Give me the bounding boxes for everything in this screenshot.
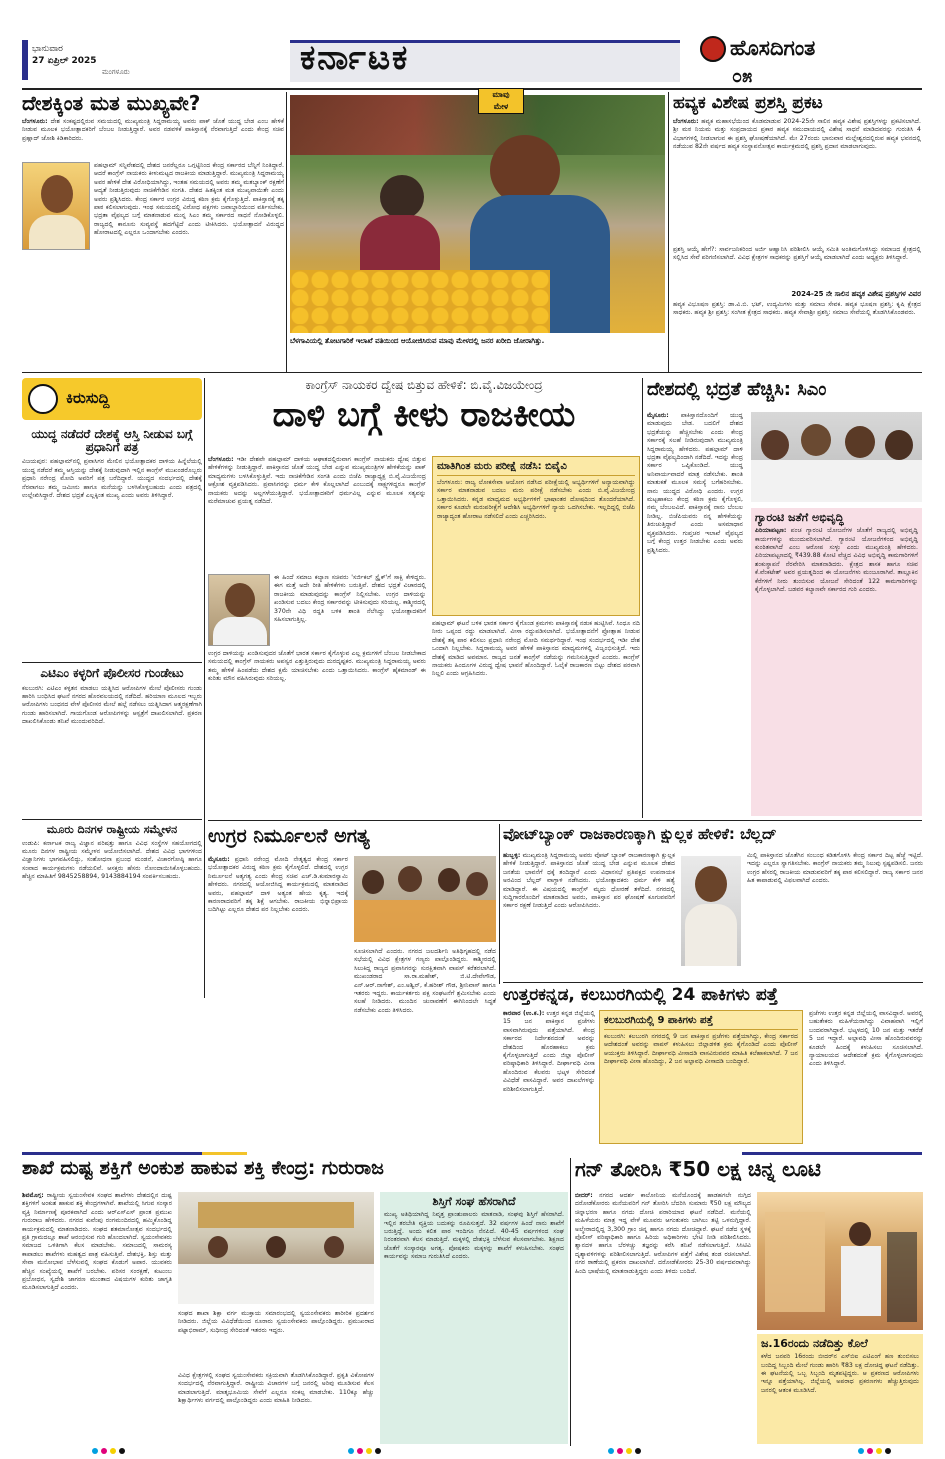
- sidebar-headline: ಮಾತಿಗಿಂತ ಮರು ಪರೀಕ್ಷೆ ನಡೆಸಿ: ಬಿವೈವಿ: [437, 461, 635, 476]
- box-headline: ಕಲಬುರಗಿಯಲ್ಲಿ 9 ಪಾಕಿಗಳು ಪತ್ತೆ: [604, 1015, 798, 1030]
- headline: ದೇಶದಲ್ಲಿ ಭದ್ರತೆ ಹೆಚ್ಚಿಸಿ: ಸಿಎಂ: [647, 379, 827, 400]
- print-registration-marks: [608, 1448, 641, 1454]
- kirusuddi-banner: [22, 378, 202, 420]
- issue-date: 27 ಏಪ್ರಿಲ್ 2025: [32, 56, 97, 66]
- page-number: ೦೫: [732, 66, 753, 87]
- dateline: ಹುಬ್ಬಳ್ಳಿ:: [503, 852, 521, 859]
- masthead-rule: [22, 88, 922, 90]
- rss-event-photo: [178, 1192, 374, 1304]
- section-title: ಕರ್ನಾಟಕ: [300, 38, 410, 78]
- discipline-box: [380, 1192, 568, 1444]
- brief-headline-1: ಯುದ್ಧ ನಡೆದರೆ ದೇಶಕ್ಕೆ ಆಸ್ತಿ ನೀಡುವ ಬಗ್ಗೆ ಪ್ರಧಾನಿಗೆ ಪತ್ರ: [31, 427, 193, 455]
- headline: ದೇಶಕ್ಕಿಂತ ಮತ ಮುಖ್ಯವೇ?: [22, 91, 201, 115]
- lead-col-1: [208, 456, 426, 806]
- masthead-left-bar: [22, 40, 28, 80]
- print-registration-marks: [92, 1448, 125, 1454]
- headline: ಹವ್ಯಕ ವಿಶೇಷ ಪ್ರಶಸ್ತಿ ಪ್ರಕಟ: [673, 93, 823, 113]
- label-line-2: ಮೇಳ: [493, 102, 509, 111]
- row-rule: [503, 982, 923, 983]
- article-cm-security: [647, 380, 922, 820]
- article-body: ಬೆಂಗಳೂರು: ಹವ್ಯಕ ಮಹಾಸಭೆಯಿಂದ ಕೊಡಮಾಡುವ 2024-25ನೇ ಸಾಲಿನ ಹವ್ಯಕ ವಿಶೇಷ ಪ್ರಶಸ್ತಿಗಳನ್ನು ಪ್ರಕಟಿಸಲಾಗಿದೆ. ಶ್ರೀ ಮಠ ನಿಯಮ ಮತ್ತು ಸಂಪ್ರದಾಯದ ಪ್ರಕಾರ ಹವ್ಯಕ ಸಮುದಾಯದಲ್ಲಿ ವಿಶೇಷ ಸಾಧನೆ ಮಾಡಿದವರನ್ನು ಗುರುತಿಸಿ 4 ವಿಭಾಗಗಳಲ್ಲಿ ನೀಡಲಾಗುವ ಈ ಪ್ರಶಸ್ತಿ ಘೋಷಣೆಯಾಗಿದೆ. ಮೇ 27ರಂದು ಭಾನುವಾರ ಮಲ್ಲೇಶ್ವರದಲ್ಲಿರುವ ಹವ್ಯಕ ಭವನದಲ್ಲಿ ನಡೆಯುವ 82ನೇ ವರ್ಷದ ಹವ್ಯಕ ಸಂಸ್ಥಾಪನೋತ್ಸವ ಕಾರ್ಯಕ್ರಮದಲ್ಲಿ ಪ್ರಶಸ್ತಿ ಪ್ರದಾನ ಮಾಡಲಾಗುವುದು.: [673, 117, 921, 150]
- label-line-1: ಮಾವು: [492, 90, 510, 99]
- col-rule: [286, 92, 287, 372]
- dateline: ಮೈಸೂರು:: [647, 412, 669, 419]
- article-body: ಹುಬ್ಬಳ್ಳಿ: ಮುಖ್ಯಮಂತ್ರಿ ಸಿದ್ದರಾಮಯ್ಯ ಅವರು ವೋಟ್ ಬ್ಯಾಂಕ್ ರಾಜಕಾರಣಕ್ಕಾಗಿ ಕ್ಷುಲ್ಲಕ ಹೇಳಿಕೆ ನೀಡುತ್ತಿದ್ದಾರೆ. ಪಾಕಿಸ್ತಾನದ ಜೊತೆ ಯುದ್ಧ ಬೇಡ ಎನ್ನುವ ಮೂಲಕ ದೇಶದ ಜನತೆಯ ಭಾವನೆಗೆ ಧಕ್ಕೆ ತಂದಿದ್ದಾರೆ ಎಂದು ವಿಧಾನಸಭೆ ಪ್ರತಿಪಕ್ಷದ ಉಪನಾಯಕ ಅರವಿಂದ ಬೆಲ್ಲದ್ ವಾಗ್ದಾಳಿ ನಡೆಸಿದರು. ಭಯೋತ್ಪಾದಕರು ಧರ್ಮ ಕೇಳಿ ಹತ್ಯೆ ಮಾಡಿದ್ದಾರೆ. ಈ ವಿಷಯದಲ್ಲಿ ಕಾಂಗ್ರೆಸ್ ಮೃದು ಧೋರಣೆ ತಳೆದಿದೆ. ನಗರದಲ್ಲಿ ಸುದ್ದಿಗಾರರೊಂದಿಗೆ ಮಾತನಾಡಿದ ಅವರು, ಪಾಕಿಸ್ತಾನ ಪರ ಘೋಷಣೆ ಕೂಗುವವರಿಗೆ ಸರ್ಕಾರ ರಕ್ಷಣೆ ನೀಡುತ್ತಿದೆ ಎಂದು ಆರೋಪಿಸಿದರು.: [503, 852, 675, 910]
- box-headline: ಶಿಸ್ತಿಗೆ ಸಂಘ ಹೆಸರಾಗಿದೆ: [432, 1195, 516, 1208]
- kalaburagi-box: [599, 1010, 803, 1144]
- portrait-photo: [22, 162, 90, 250]
- dateline: ಶಿವಮೊಗ್ಗ:: [22, 1192, 44, 1199]
- article-eradicate-terror: [208, 826, 496, 1144]
- row-rule: [22, 372, 922, 373]
- article-votebank-bellad: [503, 826, 923, 976]
- brand-name: ಹೊಸದಿಗಂತ: [730, 36, 816, 60]
- dateline: ಬೆಂಗಳೂರು:: [673, 117, 699, 125]
- bellad-photo: [681, 856, 741, 966]
- article-vote-vs-nation: [22, 92, 284, 369]
- article-body: ಮೈಸೂರು: ಪಾಕಿಸ್ತಾನದೊಂದಿಗೆ ಯುದ್ಧ ಮಾಡುವುದು ಬೇಡ. ಬದಲಿಗೆ ದೇಶದ ಭದ್ರತೆಯನ್ನು ಹೆಚ್ಚಿಸಬೇಕು ಎಂದು ಕೇಂದ್ರ ಸರ್ಕಾರಕ್ಕೆ ಸಲಹೆ ನೀಡಿರುವುದಾಗಿ ಮುಖ್ಯಮಂತ್ರಿ ಸಿದ್ದರಾಮಯ್ಯ ಹೇಳಿದರು. ಪಹಲ್ಗಾಮ್ ದಾಳಿ ಭದ್ರತಾ ವೈಫಲ್ಯದಿಂದಾಗಿ ನಡೆದಿದೆ. ಇದನ್ನು ಕೇಂದ್ರ ಸರ್ಕಾರ ಒಪ್ಪಿಕೊಂಡಿದೆ. ಯುದ್ಧ ಅನಿವಾರ್ಯವಾದರೆ ಮಾತ್ರ ನಡೆಸಬೇಕು. ಶಾಂತಿ ಮಾತುಕತೆ ಮೂಲಕ ಸಮಸ್ಯೆ ಬಗೆಹರಿಸಬೇಕು. ನಾನು ಯುದ್ಧದ ವಿರೋಧಿ ಎಂದರು. ಉಗ್ರರ ಮಟ್ಟಹಾಕಲು ಕೇಂದ್ರ ಕಠಿಣ ಕ್ರಮ ಕೈಗೊಳ್ಳಲಿ, ನಮ್ಮ ಬೆಂಬಲವಿದೆ. ಪಾಕಿಸ್ತಾನಕ್ಕೆ ನಾನು ಬೆಂಬಲ ನೀಡಿಲ್ಲ. ಬಿಜೆಪಿಯವರು ನನ್ನ ಹೇಳಿಕೆಯನ್ನು ತಿರುಚುತ್ತಿದ್ದಾರೆ ಎಂದು ಅಸಮಾಧಾನ ವ್ಯಕ್ತಪಡಿಸಿದರು. ಗುಪ್ತಚರ ಇಲಾಖೆ ವೈಫಲ್ಯದ ಬಗ್ಗೆ ಕೇಂದ್ರ ಉತ್ತರ ನೀಡಬೇಕು ಎಂದು ಅವರು ಪ್ರಶ್ನಿಸಿದರು.: [647, 412, 743, 554]
- print-registration-marks: [348, 1448, 381, 1454]
- article-rss-shakhe: [22, 1158, 568, 1448]
- dateline: ಪಿರಿಯಾಪಟ್ಟಣ:: [755, 527, 787, 535]
- photo-caption: ಬೆಳಗಾವಿಯಲ್ಲಿ ತೋಟಗಾರಿಕೆ ಇಲಾಖೆ ವತಿಯಿಂದ ಆಯೋಜಿಸಿರುವ ಮಾವು ಮೇಳದಲ್ಲಿ ಜನರ ಖರೀದಿ ಜೋರಾಗಿತ್ತು.: [290, 337, 545, 345]
- brief-headline-2: ಎಟಿಎಂ ಕಳ್ಳರಿಗೆ ಪೊಲೀಸರ ಗುಂಡೇಟು: [22, 662, 202, 680]
- article-body-3: ವಿವಿಧ ಕ್ಷೇತ್ರಗಳಲ್ಲಿ ಸಂಘದ ಸ್ವಯಂಸೇವಕರು ಸಕ್ರಿಯವಾಗಿ ತೊಡಗಿಸಿಕೊಂಡಿದ್ದಾರೆ. ಪ್ರಕೃತಿ ವಿಕೋಪಗಳ ಸಂದರ್ಭದಲ್ಲಿ ನೆರವಾಗುತ್ತಿದ್ದಾರೆ. ರಾಷ್ಟ್ರೀಯ ವಿಚಾರಗಳ ಬಗ್ಗೆ ಜನರಲ್ಲಿ ಅರಿವು ಮೂಡಿಸುವ ಕೆಲಸ ಮಾಡಲಾಗುತ್ತಿದೆ. ಮಾತೃಭೂಮಿಯ ಸೇವೆಗೆ ಎಲ್ಲರೂ ಸಂಕಲ್ಪ ಮಾಡಬೇಕು. 110ಕ್ಕೂ ಹೆಚ್ಚು ಶಿಕ್ಷಾರ್ಥಿಗಳು ವರ್ಗದಲ್ಲಿ ಪಾಲ್ಗೊಂಡಿದ್ದರು ಎಂದು ಮಾಹಿತಿ ನೀಡಿದರು.: [178, 1372, 374, 1405]
- article-body-2: ಮಿಲ್ಲಿ ಪಾಕಿಸ್ತಾನದ ಜೊತೆಗಿನ ಸಂಬಂಧ ಕಡಿತಗೊಳಿಸಿ ಕೇಂದ್ರ ಸರ್ಕಾರ ದಿಟ್ಟ ಹೆಜ್ಜೆ ಇಟ್ಟಿದೆ. ಇದನ್ನು ಎಲ್ಲರೂ ಸ್ವಾಗತಿಸಬೇಕು. ಕಾಂಗ್ರೆಸ್ ನಾಯಕರು ತಮ್ಮ ನಿಲುವು ಸ್ಪಷ್ಟಪಡಿಸಲಿ. ಜನರು ಉಗ್ರರ ಹೆಸರಲ್ಲಿ ರಾಜಕೀಯ ಮಾಡುವವರಿಗೆ ತಕ್ಕ ಪಾಠ ಕಲಿಸಲಿದ್ದಾರೆ. ರಾಜ್ಯ ಸರ್ಕಾರ ಜನರ ಹಿತ ಕಾಪಾಡುವಲ್ಲಿ ವಿಫಲವಾಗಿದೆ ಎಂದರು.: [747, 852, 923, 885]
- masthead: [0, 0, 945, 88]
- dateline: ಮೈಸೂರು:: [208, 856, 230, 863]
- box-body: ಮುಖ್ಯ ಅತಿಥಿಯಾಗಿದ್ದ ನಿವೃತ್ತ ಪ್ರಾಂಶುಪಾಲರು ಮಾತನಾಡಿ, ಸಂಘವು ಶಿಸ್ತಿಗೆ ಹೆಸರಾಗಿದೆ. ಇಲ್ಲಿನ ತರಬೇತಿ ವ್ಯಕ್ತಿಯ ಬದುಕನ್ನು ರೂಪಿಸುತ್ತದೆ. 32 ವರ್ಷಗಳ ಹಿಂದೆ ನಾನು ಶಾಖೆಗೆ ಬರುತ್ತಿದ್ದೆ. ಅಂದು ಕಲಿತ ಪಾಠ ಇಂದಿಗೂ ನೆನಪಿದೆ. 40-45 ವರ್ಷಗಳಿಂದ ಸಂಘ ನಿರಂತರವಾಗಿ ಕೆಲಸ ಮಾಡುತ್ತಿದೆ. ಮಕ್ಕಳಲ್ಲಿ ದೇಶಭಕ್ತಿ ಬೆಳೆಸುವ ಕೆಲಸವಾಗಬೇಕು. ಶಿಕ್ಷಣದ ಜೊತೆಗೆ ಸಂಸ್ಕಾರವೂ ಅಗತ್ಯ. ಪೋಷಕರು ಮಕ್ಕಳನ್ನು ಶಾಖೆಗೆ ಕಳುಹಿಸಬೇಕು. ಸಂಘದ ಕಾರ್ಯವನ್ನು ಸಮಾಜ ಗುರುತಿಸಿದೆ ಎಂದರು.: [384, 1211, 564, 1261]
- article-body: ಬೀದರ್: ನಗರದ ಆದರ್ಶ ಕಾಲೋನಿಯ ಮನೆಯೊಂದಕ್ಕೆ ಹಾಡಹಗಲೇ ನುಗ್ಗಿದ ದರೋಡೆಕೋರರು ಮನೆಯವರಿಗೆ ಗನ್ ತೋರಿಸಿ ಬೆದರಿಸಿ ಸುಮಾರು ₹50 ಲಕ್ಷ ಮೌಲ್ಯದ ಚಿನ್ನಾಭರಣ ಹಾಗೂ ನಗದು ದೋಚಿ ಪರಾರಿಯಾದ ಘಟನೆ ನಡೆದಿದೆ. ಮನೆಯಲ್ಲಿ ಮಹಿಳೆಯರು ಮಾತ್ರ ಇದ್ದ ವೇಳೆ ಮೂವರು ಆಗಂತುಕರು ಬಾಗಿಲು ತಟ್ಟಿ ಒಳನುಗ್ಗಿದ್ದಾರೆ. ಅಲ್ಮೇರಾದಲ್ಲಿದ್ದ 3,300 ಗ್ರಾಂ ಚಿನ್ನ ಹಾಗೂ ನಗದು ದೋಚಿದ್ದಾರೆ. ಘಟನೆ ನಡೆದ ಸ್ಥಳಕ್ಕೆ ಪೊಲೀಸ್ ವರಿಷ್ಠಾಧಿಕಾರಿ ಹಾಗೂ ಹಿರಿಯ ಅಧಿಕಾರಿಗಳು ಭೇಟಿ ನೀಡಿ ಪರಿಶೀಲಿಸಿದರು. ಶ್ವಾನದಳ ಹಾಗೂ ಬೆರಳಚ್ಚು ತಜ್ಞರನ್ನು ಕರೆಸಿ ತನಿಖೆ ನಡೆಸಲಾಗುತ್ತಿದೆ. ಸಿಸಿಟಿವಿ ದೃಶ್ಯಾವಳಿಗಳನ್ನು ಪರಿಶೀಲಿಸಲಾಗುತ್ತಿದೆ. ಆರೋಪಿಗಳ ಪತ್ತೆಗೆ ವಿಶೇಷ ತಂಡ ರಚಿಸಲಾಗಿದೆ. ನಗರ ಠಾಣೆಯಲ್ಲಿ ಪ್ರಕರಣ ದಾಖಲಾಗಿದೆ. ದರೋಡೆಕೋರರು 25-30 ವರ್ಷದವರಾಗಿದ್ದು ಹಿಂದಿ ಭಾಷೆಯಲ್ಲಿ ಮಾತನಾಡುತ್ತಿದ್ದರು ಎಂದು ತಿಳಿದು ಬಂದಿದೆ.: [575, 1192, 751, 1275]
- box-headline: ಜ.16ರಂದು ನಡೆದಿತ್ತು ಕೊಲೆ: [761, 1337, 868, 1350]
- subheading: 2024-25 ನೇ ಸಾಲಿನ ಹವ್ಯಕ ವಿಶೇಷ ಪ್ರಶಸ್ತಿಗಳ ವಿವರ: [791, 289, 921, 298]
- headline: ಉತ್ತರಕನ್ನಡ, ಕಲಬುರಗಿಯಲ್ಲಿ 24 ಪಾಕಿಗಳು ಪತ್ತೆ: [503, 985, 778, 1005]
- sidebar-box: [432, 456, 640, 616]
- article-body: ಮೈಸೂರು: ಪ್ರಧಾನಿ ನರೇಂದ್ರ ಮೋದಿ ನೇತೃತ್ವದ ಕೇಂದ್ರ ಸರ್ಕಾರ ಭಯೋತ್ಪಾದಕರ ವಿರುದ್ಧ ಕಠಿಣ ಕ್ರಮ ಕೈಗೊಳ್ಳಲಿದೆ. ದೇಶದಲ್ಲಿ ಉಗ್ರರ ನಿರ್ಮೂಲನೆ ಅತ್ಯಗತ್ಯ ಎಂದು ಕೇಂದ್ರ ಸಚಿವ ಎಚ್.ಡಿ.ಕುಮಾರಸ್ವಾಮಿ ಹೇಳಿದರು. ನಗರದಲ್ಲಿ ಆಯೋಜಿಸಿದ್ದ ಕಾರ್ಯಕ್ರಮದಲ್ಲಿ ಮಾತನಾಡಿದ ಅವರು, ಪಹಲ್ಗಾಮ್ ದಾಳಿ ಅತ್ಯಂತ ಹೇಯ ಕೃತ್ಯ. ಇದಕ್ಕೆ ಕಾರಣರಾದವರಿಗೆ ತಕ್ಕ ಶಿಕ್ಷೆ ಆಗಬೇಕು. ರಾಜಕೀಯ ಭಿನ್ನಾಭಿಪ್ರಾಯ ಬದಿಗಿಟ್ಟು ಎಲ್ಲರೂ ದೇಶದ ಪರ ನಿಲ್ಲಬೇಕು ಎಂದರು.: [208, 856, 348, 914]
- article-body: ಶಿವಮೊಗ್ಗ: ರಾಷ್ಟ್ರೀಯ ಸ್ವಯಂಸೇವಕ ಸಂಘದ ಶಾಖೆಗಳು ದೇಶದಲ್ಲಿನ ದುಷ್ಟ ಶಕ್ತಿಗಳಿಗೆ ಅಂಕುಶ ಹಾಕುವ ಶಕ್ತಿ ಕೇಂದ್ರಗಳಾಗಿವೆ. ಶಾಖೆಯಲ್ಲಿ ಸಿಗುವ ಸಂಸ್ಕಾರ ವ್ಯಕ್ತಿ ನಿರ್ಮಾಣಕ್ಕೆ ಪೂರಕವಾಗಿದೆ ಎಂದು ಆರ್‌ಎಸ್‌ಎಸ್ ಪ್ರಾಂತ ಪ್ರಮುಖ ಗುರುರಾಜ ಹೇಳಿದರು. ನಗರದ ಕುವೆಂಪು ರಂಗಮಂದಿರದಲ್ಲಿ ಹಮ್ಮಿಕೊಂಡಿದ್ದ ಕಾರ್ಯಕ್ರಮದಲ್ಲಿ ಮಾತನಾಡಿದರು. ಸಂಘದ ಶತಮಾನೋತ್ಸವ ಸಂದರ್ಭದಲ್ಲಿ ಪ್ರತಿ ಗ್ರಾಮದಲ್ಲೂ ಶಾಖೆ ಆರಂಭಿಸುವ ಗುರಿ ಹೊಂದಲಾಗಿದೆ. ಸ್ವಯಂಸೇವಕರು ಸಮಾಜದ ಒಳಿತಿಗಾಗಿ ಕೆಲಸ ಮಾಡಬೇಕು. ಸಮಾಜದಲ್ಲಿ ಸಾಮರಸ್ಯ ಕಾಪಾಡಲು ಶಾಖೆಗಳು ಮಹತ್ವದ ಪಾತ್ರ ವಹಿಸುತ್ತಿವೆ. ದೇಶಭಕ್ತಿ, ಶಿಸ್ತು ಮತ್ತು ಸೇವಾ ಮನೋಭಾವ ಬೆಳೆಸುವಲ್ಲಿ ಸಂಘದ ಕೊಡುಗೆ ಅಪಾರ. ಯುವಕರು ಹೆಚ್ಚಿನ ಸಂಖ್ಯೆಯಲ್ಲಿ ಶಾಖೆಗೆ ಬರಬೇಕು. ಪರಿಸರ ಸಂರಕ್ಷಣೆ, ಕುಟುಂಬ ಪ್ರಬೋಧನ, ಸ್ವದೇಶಿ ಜಾಗರಣ ಮುಂತಾದ ವಿಷಯಗಳ ಕುರಿತು ಜಾಗೃತಿ ಮೂಡಿಸಲಾಗುತ್ತಿದೆ ಎಂದರು.: [22, 1192, 172, 1292]
- col-rule: [570, 1158, 571, 1446]
- col-rule: [499, 824, 500, 984]
- issue-day: ಭಾನುವಾರ: [32, 44, 63, 54]
- article-body: ಕಾರವಾರ (ಉ.ಕ.): ಉತ್ತರ ಕನ್ನಡ ಜಿಲ್ಲೆಯಲ್ಲಿ 15 ಜನ ಪಾಕಿಸ್ತಾನ ಪ್ರಜೆಗಳು ವಾಸವಾಗಿರುವುದು ಪತ್ತೆಯಾಗಿದೆ. ಕೇಂದ್ರ ಸರ್ಕಾರದ ನಿರ್ದೇಶನದಂತೆ ಅವರನ್ನು ದೇಶದಿಂದ ಹೊರಹಾಕಲು ಕ್ರಮ ಕೈಗೊಳ್ಳಲಾಗುತ್ತಿದೆ ಎಂದು ಜಿಲ್ಲಾ ಪೊಲೀಸ್ ವರಿಷ್ಠಾಧಿಕಾರಿ ತಿಳಿಸಿದ್ದಾರೆ. ದೀರ್ಘಾವಧಿ ವೀಸಾ ಹೊಂದಿರುವ ಕೆಲವರು ಭಟ್ಕಳ ಸೇರಿದಂತೆ ವಿವಿಧೆಡೆ ವಾಸವಿದ್ದಾರೆ. ಅವರ ದಾಖಲೆಗಳನ್ನು ಪರಿಶೀಲಿಸಲಾಗುತ್ತಿದೆ.: [503, 1010, 595, 1093]
- brief-body-3: ಉಡುಪಿ: ಕರ್ನಾಟಕ ರಾಜ್ಯ ವಿಜ್ಞಾನ ಪರಿಷತ್ತು ಹಾಗೂ ವಿವಿಧ ಸಂಸ್ಥೆಗಳ ಸಹಯೋಗದಲ್ಲಿ ಮೂರು ದಿನಗಳ ರಾಷ್ಟ್ರೀಯ ಸಮ್ಮೇಳನ ಆಯೋಜಿಸಲಾಗಿದೆ. ದೇಶದ ವಿವಿಧ ಭಾಗಗಳಿಂದ ವಿಜ್ಞಾನಿಗಳು ಭಾಗವಹಿಸಲಿದ್ದು, ಸಂಶೋಧನಾ ಪ್ರಬಂಧ ಮಂಡನೆ, ವಿಚಾರಗೋಷ್ಠಿ ಹಾಗೂ ಸಂವಾದ ಕಾರ್ಯಕ್ರಮಗಳು ನಡೆಯಲಿವೆ. ಆಸಕ್ತರು ಹೆಸರು ನೋಂದಾಯಿಸಿಕೊಳ್ಳಬಹುದು. ಹೆಚ್ಚಿನ ಮಾಹಿತಿಗೆ 9845258894, 9143884194 ಸಂಪರ್ಕಿಸಬಹುದು.: [22, 839, 202, 881]
- brand-logo-icon: [700, 36, 726, 62]
- kirusuddi-title: ಕಿರುಸುದ್ದಿ: [66, 389, 110, 407]
- cm-group-photo: [751, 412, 922, 502]
- box-body: ಕಲಬುರಗಿ: ಕಲಬುರಗಿ ನಗರದಲ್ಲಿ 9 ಜನ ಪಾಕಿಸ್ತಾನ ಪ್ರಜೆಗಳು ಪತ್ತೆಯಾಗಿದ್ದು, ಕೇಂದ್ರ ಸರ್ಕಾರದ ಆದೇಶದಂತೆ ಅವರನ್ನು ವಾಪಸ್ ಕಳುಹಿಸಲು ಜಿಲ್ಲಾಡಳಿತ ಕ್ರಮ ಕೈಗೊಂಡಿದೆ ಎಂದು ಪೊಲೀಸ್ ಆಯುಕ್ತರು ತಿಳಿಸಿದ್ದಾರೆ. ದೀರ್ಘಾವಧಿ ವೀಸಾದಡಿ ವಾಸವಿರುವವರ ಮಾಹಿತಿ ಕಲೆಹಾಕಲಾಗಿದೆ. 7 ಜನ ದೀರ್ಘಾವಧಿ ವೀಸಾ ಹೊಂದಿದ್ದು, 2 ಜನ ಅಲ್ಪಾವಧಿ ವೀಸಾದಡಿ ಬಂದಿದ್ದಾರೆ.: [604, 1033, 798, 1066]
- col-rule: [204, 378, 205, 998]
- lead-body-low: ಉಗ್ರರ ದಾಳಿಯನ್ನು ಖಂಡಿಸುವುದರ ಜೊತೆಗೆ ಭಾರತ ಸರ್ಕಾರ ಕೈಗೊಳ್ಳುವ ಎಲ್ಲ ಕ್ರಮಗಳಿಗೆ ಬೆಂಬಲ ನೀಡಬೇಕಾದ ಸಮಯದಲ್ಲಿ ಕಾಂಗ್ರೆಸ್ ನಾಯಕರು ಅಪಸ್ವರ ಎತ್ತುತ್ತಿರುವುದು ದುರದೃಷ್ಟಕರ. ಮುಖ್ಯಮಂತ್ರಿ ಸಿದ್ದರಾಮಯ್ಯ ಅವರು ತಮ್ಮ ಹೇಳಿಕೆ ಹಿಂಪಡೆದು ದೇಶದ ಕ್ಷಮೆ ಯಾಚಿಸಬೇಕು ಎಂದು ಒತ್ತಾಯಿಸಿದರು. ಕಾಂಗ್ರೆಸ್ ಹೈಕಮಾಂಡ್ ಈ ಕುರಿತು ಮೌನ ವಹಿಸಿರುವುದು ಸರಿಯಲ್ಲ.: [208, 650, 426, 683]
- col-rule: [642, 378, 643, 818]
- article-body-2: ಸೂಚಿಸಲಾಗಿದೆ ಎಂದರು. ನಗರದ ಜಲದರ್ಶಿನಿ ಅತಿಥಿಗೃಹದಲ್ಲಿ ನಡೆದ ಸಭೆಯಲ್ಲಿ ವಿವಿಧ ಕ್ಷೇತ್ರಗಳ ಗಣ್ಯರು ಪಾಲ್ಗೊಂಡಿದ್ದರು. ಕಾಶ್ಮೀರದಲ್ಲಿ ಸಿಲುಕಿದ್ದ ರಾಜ್ಯದ ಪ್ರವಾಸಿಗರನ್ನು ಸುರಕ್ಷಿತವಾಗಿ ವಾಪಸ್ ಕರೆತರಲಾಗಿದೆ. ಮುಖಂಡರಾದ ಸಾ.ರಾ.ಮಹೇಶ್, ಜಿ.ಟಿ.ದೇವೇಗೌಡ, ಎನ್.ಆರ್.ನಾಗೇಶ್, ಎಂ.ಅಶ್ವಿನ್, ಕೆ.ಹರೀಶ್ ಗೌಡ, ಶ್ರೀನಿವಾಸ್ ಹಾಗೂ ಇತರರು ಇದ್ದರು. ಕಾರ್ಯಕರ್ತರು ಪಕ್ಷ ಸಂಘಟನೆಗೆ ಶ್ರಮಿಸಬೇಕು ಎಂದು ಸಲಹೆ ನೀಡಿದರು. ಮುಂದಿನ ಚುನಾವಣೆಗೆ ಈಗಿನಿಂದಲೇ ಸಿದ್ಧತೆ ನಡೆಸಬೇಕು ಎಂದು ತಿಳಿಸಿದರು.: [354, 948, 496, 1014]
- box-body: ಕಳೆದ ಜನವರಿ 16ರಂದು ಬೀದರ್‌ನ ಎಸ್‌ಬಿಐ ಎಟಿಎಂಗೆ ಹಣ ತುಂಬಿಸಲು ಬಂದಿದ್ದ ಸಿಬ್ಬಂದಿ ಮೇಲೆ ಗುಂಡು ಹಾರಿಸಿ ₹83 ಲಕ್ಷ ದೋಚಿದ್ದ ಘಟನೆ ನಡೆದಿತ್ತು. ಈ ಘಟನೆಯಲ್ಲಿ ಒಬ್ಬ ಸಿಬ್ಬಂದಿ ಮೃತಪಟ್ಟಿದ್ದರು. ಆ ಪ್ರಕರಣದ ಆರೋಪಿಗಳು ಇನ್ನೂ ಪತ್ತೆಯಾಗಿಲ್ಲ. ಜಿಲ್ಲೆಯಲ್ಲಿ ಅಪರಾಧ ಪ್ರಕರಣಗಳು ಹೆಚ್ಚುತ್ತಿರುವುದು ಜನರಲ್ಲಿ ಆತಂಕ ಮೂಡಿಸಿದೆ.: [761, 1353, 919, 1394]
- kicker: ಕಾಂಗ್ರೆಸ್ ನಾಯಕರ ದ್ವೇಷ ಬಿತ್ತುವ ಹೇಳಿಕೆ: ಬಿ.ವೈ.ವಿಜಯೇಂದ್ರ: [305, 378, 543, 392]
- brief-body-1: ವಿಜಯಪುರ: ಪಹಲ್ಗಾಮ್‌ನಲ್ಲಿ ಪ್ರವಾಸಿಗರ ಮೇಲಿನ ಭಯೋತ್ಪಾದಕರ ದಾಳಿಯ ಹಿನ್ನೆಲೆಯಲ್ಲಿ ಯುದ್ಧ ನಡೆದರೆ ತಮ್ಮ ಆಸ್ತಿಯನ್ನು ದೇಶಕ್ಕೆ ನೀಡುವುದಾಗಿ ಇಲ್ಲಿನ ಕಾಂಗ್ರೆಸ್ ಮುಖಂಡರೊಬ್ಬರು ಪ್ರಧಾನಿ ನರೇಂದ್ರ ಮೋದಿ ಅವರಿಗೆ ಪತ್ರ ಬರೆದಿದ್ದಾರೆ. ಯುದ್ಧದ ಸಂದರ್ಭದಲ್ಲಿ ದೇಶಕ್ಕೆ ನೆರವಾಗಲು ತಮ್ಮ ಜಮೀನು ಹಾಗೂ ಮನೆಯನ್ನು ಬಳಸಿಕೊಳ್ಳಬಹುದು ಎಂದು ಪತ್ರದಲ್ಲಿ ಉಲ್ಲೇಖಿಸಿದ್ದಾರೆ. ದೇಶದ ಭದ್ರತೆ ಎಲ್ಲಕ್ಕಿಂತ ಮುಖ್ಯ ಎಂದು ಅವರು ತಿಳಿಸಿದ್ದಾರೆ.: [22, 458, 202, 499]
- dateline: ಬೆಂಗಳೂರು:: [208, 456, 234, 463]
- sub-headline: ಗ್ಯಾರಂಟಿ ಜತೆಗೆ ಅಭಿವೃದ್ಧಿ: [755, 511, 844, 524]
- lead-body-top: ಬೆಂಗಳೂರು: ಇಡೀ ದೇಶವೇ ಪಹಲ್ಗಾಮ್ ದಾಳಿಯ ಆಘಾತದಲ್ಲಿರುವಾಗ ಕಾಂಗ್ರೆಸ್ ನಾಯಕರು ದ್ವೇಷ ಬಿತ್ತುವ ಹೇಳಿಕೆಗಳನ್ನು ನೀಡುತ್ತಿದ್ದಾರೆ. ಪಾಕಿಸ್ತಾನದ ಜೊತೆ ಯುದ್ಧ ಬೇಡ ಎನ್ನುವ ಮುಖ್ಯಮಂತ್ರಿಗಳ ಹೇಳಿಕೆಯನ್ನು ಪಾಕ್ ಮಾಧ್ಯಮಗಳು ಬಳಸಿಕೊಳ್ಳುತ್ತಿವೆ. ಇದು ನಾಚಿಕೆಗೇಡಿನ ಸಂಗತಿ ಎಂದು ಬಿಜೆಪಿ ರಾಜ್ಯಾಧ್ಯಕ್ಷ ಬಿ.ವೈ.ವಿಜಯೇಂದ್ರ ಆಕ್ರೋಶ ವ್ಯಕ್ತಪಡಿಸಿದರು. ಪ್ರವಾಸಿಗರನ್ನು ಧರ್ಮ ಕೇಳಿ ಕೊಲ್ಲಲಾಗಿದೆ ಎಂಬುದಕ್ಕೆ ಸಾಕ್ಷ್ಯಗಳಿದ್ದರೂ ಕಾಂಗ್ರೆಸ್ ನಾಯಕರು ಅದನ್ನು ಅಲ್ಲಗಳೆಯುತ್ತಿದ್ದಾರೆ. ಭಯೋತ್ಪಾದಕರಿಗೆ ಧರ್ಮವಿಲ್ಲ ಎನ್ನುವ ಮೂಲಕ ಸತ್ಯವನ್ನು ಮರೆಮಾಚುವ ಪ್ರಯತ್ನ ನಡೆದಿದೆ.: [208, 456, 426, 506]
- headline: ಉಗ್ರರ ನಿರ್ಮೂಲನೆ ಅಗತ್ಯ: [208, 825, 370, 847]
- lead-story: [208, 378, 640, 818]
- lead-paragraph: ದೇಶ ಸಂಕಷ್ಟದಲ್ಲಿರುವ ಸಮಯದಲ್ಲಿ ಮುಖ್ಯಮಂತ್ರಿ ಸಿದ್ದರಾಮಯ್ಯ ಅವರು ಪಾಕ್ ಜೊತೆ ಯುದ್ಧ ಬೇಡ ಎಂಬ ಹೇಳಿಕೆ ನೀಡುವ ಮೂಲಕ ಭಯೋತ್ಪಾದಕರಿಗೆ ಬೆಂಬಲ ನೀಡುತ್ತಿದ್ದಾರೆ. ಅವರ ನಡವಳಿಕೆ ಪಾಕಿಸ್ತಾನಕ್ಕೆ ನೆರವಾಗುತ್ತಿದೆ ಎಂದು ಕೇಂದ್ರ ಸಚಿವ ಪ್ರಹ್ಲಾದ್ ಜೋಶಿ ಕಿಡಿಕಾರಿದರು.: [22, 118, 284, 142]
- meeting-photo: [354, 856, 496, 942]
- article-body-side: ಪಹಲ್ಗಾಮ್ ಸನ್ನಿವೇಶದಲ್ಲಿ ದೇಶದ ಜನರೆಲ್ಲರೂ ಒಗ್ಗಟ್ಟಿನಿಂದ ಕೇಂದ್ರ ಸರ್ಕಾರದ ಬೆನ್ನಿಗೆ ನಿಂತಿದ್ದಾರೆ. ಆದರೆ ಕಾಂಗ್ರೆಸ್ ನಾಯಕರು ಕೀಳುಮಟ್ಟದ ರಾಜಕೀಯ ಮಾಡುತ್ತಿದ್ದಾರೆ. ಮುಖ್ಯಮಂತ್ರಿ ಸಿದ್ದರಾಮಯ್ಯ ಅವರ ಹೇಳಿಕೆ ದೇಶ ವಿರೋಧಿಯಾಗಿದ್ದು, ಇಂತಹ ಸಮಯದಲ್ಲಿ ಅವರು ತಮ್ಮ ಮತಬ್ಯಾಂಕ್ ರಕ್ಷಣೆಗೆ ಆದ್ಯತೆ ನೀಡುತ್ತಿರುವುದು ನಾಚಿಕೆಗೇಡಿನ ಸಂಗತಿ. ದೇಶದ ಹಿತಕ್ಕಿಂತ ಮತ ಮುಖ್ಯವಾಯಿತೇ ಎಂದು ಅವರು ಪ್ರಶ್ನಿಸಿದರು. ಕೇಂದ್ರ ಸರ್ಕಾರ ಉಗ್ರರ ವಿರುದ್ಧ ಕಠಿಣ ಕ್ರಮ ಕೈಗೊಳ್ಳುತ್ತಿದೆ. ಪಾಕಿಸ್ತಾನಕ್ಕೆ ತಕ್ಕ ಪಾಠ ಕಲಿಸಲಾಗುವುದು. ಇಂಥ ಸಮಯದಲ್ಲಿ ವಿರೋಧ ಪಕ್ಷಗಳು ಜವಾಬ್ದಾರಿಯಿಂದ ವರ್ತಿಸಬೇಕು. ಭದ್ರತಾ ವೈಫಲ್ಯದ ಬಗ್ಗೆ ಮಾತನಾಡುವ ಮುನ್ನ ಸಿಎಂ ತಮ್ಮ ಸರ್ಕಾರದ ಸಾಧನೆ ನೋಡಿಕೊಳ್ಳಲಿ. ರಾಜ್ಯದಲ್ಲಿ ಕಾನೂನು ಸುವ್ಯವಸ್ಥೆ ಹದಗೆಟ್ಟಿದೆ ಎಂದು ಟೀಕಿಸಿದರು. ಭಯೋತ್ಪಾದನೆ ವಿರುದ್ಧದ ಹೋರಾಟದಲ್ಲಿ ಎಲ್ಲರೂ ಒಂದಾಗಬೇಕು ಎಂದರು.: [94, 162, 284, 237]
- lead-headline: ದಾಳಿ ಬಗ್ಗೆ ಕೀಳು ರಾಜಕೀಯ: [272, 395, 576, 435]
- section-stripe: [22, 1152, 922, 1155]
- headline: ಶಾಖೆ ದುಷ್ಟ ಶಕ್ತಿಗೆ ಅಂಕುಶ ಹಾಕುವ ಶಕ್ತಿ ಕೇಂದ್ರ: ಗುರುರಾಜ: [22, 1157, 384, 1179]
- lead-col-2: [432, 456, 640, 806]
- brief-headline-3: ಮೂರು ದಿನಗಳ ರಾಷ್ಟ್ರೀಯ ಸಮ್ಮೇಳನ: [22, 819, 202, 836]
- article-body-2: ಪ್ರಜೆಗಳು ಉತ್ತರ ಕನ್ನಡ ಜಿಲ್ಲೆಯಲ್ಲಿ ವಾಸವಿದ್ದಾರೆ. ಅವರಲ್ಲಿ ಬಹುತೇಕರು ಮಹಿಳೆಯರಾಗಿದ್ದು ವಿವಾಹವಾಗಿ ಇಲ್ಲಿಗೆ ಬಂದವರಾಗಿದ್ದಾರೆ. ಭಟ್ಕಳದಲ್ಲಿ 10 ಜನ ಮತ್ತು ಇತರೆಡೆ 5 ಜನ ಇದ್ದಾರೆ. ಅಲ್ಪಾವಧಿ ವೀಸಾ ಹೊಂದಿರುವವರನ್ನು ಕೂಡಲೇ ಹಿಂದಕ್ಕೆ ಕಳುಹಿಸಲು ಸೂಚಿಸಲಾಗಿದೆ. ನ್ಯಾಯಾಲಯದ ಆದೇಶದಂತೆ ಕ್ರಮ ಕೈಗೊಳ್ಳಲಾಗುವುದು ಎಂದು ತಿಳಿಸಿದ್ದಾರೆ.: [809, 1010, 923, 1068]
- lead-body-right: ಪಹಲ್ಗಾಮ್ ಘಟನೆ ಬಳಿಕ ಭಾರತ ಸರ್ಕಾರ ಕೈಗೊಂಡ ಕ್ರಮಗಳು ಪಾಕಿಸ್ತಾನಕ್ಕೆ ನಡುಕ ಹುಟ್ಟಿಸಿವೆ. ಸಿಂಧೂ ನದಿ ನೀರು ಒಪ್ಪಂದ ರದ್ದು ಮಾಡಲಾಗಿದೆ. ವೀಸಾ ರದ್ದುಪಡಿಸಲಾಗಿದೆ. ಭಯೋತ್ಪಾದನೆಗೆ ಪ್ರೋತ್ಸಾಹ ನೀಡುವ ದೇಶಕ್ಕೆ ತಕ್ಕ ಪಾಠ ಕಲಿಸಲು ಪ್ರಧಾನಿ ನರೇಂದ್ರ ಮೋದಿ ಸಮರ್ಥರಿದ್ದಾರೆ. ಇಂಥ ಸಂದರ್ಭದಲ್ಲಿ ಇಡೀ ದೇಶ ಒಂದಾಗಿ ನಿಲ್ಲಬೇಕು. ಸಿದ್ದರಾಮಯ್ಯ ಅವರ ಹೇಳಿಕೆ ಪಾಕಿಸ್ತಾನದ ಮಾಧ್ಯಮಗಳಲ್ಲಿ ವಿಜೃಂಭಿಸುತ್ತಿದೆ. ಇದು ದೇಶಕ್ಕೆ ಮಾಡಿದ ಅವಮಾನ. ರಾಜ್ಯದ ಜನತೆ ಕಾಂಗ್ರೆಸ್ ನಡೆಯನ್ನು ಗಮನಿಸುತ್ತಿದ್ದಾರೆ ಎಂದರು. ಕಾಂಗ್ರೆಸ್ ನಾಯಕರು ಹಿಂದೂಗಳ ವಿರುದ್ಧ ದ್ವೇಷ ಭಾವನೆ ಹೊಂದಿದ್ದಾರೆ. ಓಲೈಕೆ ರಾಜಕಾರಣ ಬಿಟ್ಟು ದೇಶದ ಪರವಾಗಿ ನಿಲ್ಲಲಿ ಎಂದು ಆಗ್ರಹಿಸಿದರು.: [432, 620, 640, 678]
- thumbs-icon: [28, 384, 58, 414]
- kirusuddi-column: [22, 378, 202, 1000]
- vijayendra-photo: [208, 574, 270, 646]
- dateline: ಬೆಂಗಳೂರು:: [22, 118, 48, 125]
- article-body-2: ಪ್ರಶಸ್ತಿ ಆಯ್ಕೆ ಹೇಗೆ?: ಸಾರ್ವಜನಿಕರಿಂದ ಅರ್ಜಿ ಆಹ್ವಾನಿಸಿ ಪರಿಶೀಲಿಸಿ ಆಯ್ಕೆ ಸಮಿತಿ ಅಂತಿಮಗೊಳಿಸಿದ್ದು ಸಮಾಜದ ಕ್ಷೇತ್ರದಲ್ಲಿ ಸಲ್ಲಿಸಿದ ಸೇವೆ ಪರಿಗಣಿಸಲಾಗಿದೆ. ವಿವಿಧ ಕ್ಷೇತ್ರಗಳ ಸಾಧಕರನ್ನು ಪ್ರಶಸ್ತಿಗೆ ಆಯ್ಕೆ ಮಾಡಲಾಗಿದೆ ಎಂದು ಅಧ್ಯಕ್ಷರು ತಿಳಿಸಿದ್ದಾರೆ.: [673, 245, 921, 262]
- article-body-top: [22, 118, 284, 160]
- article-pakistanis-found: [503, 986, 923, 1146]
- dateline: ಕಾರವಾರ (ಉ.ಕ.):: [503, 1010, 545, 1017]
- headline: ವೋಟ್‌ಬ್ಯಾಂಕ್ ರಾಜಕಾರಣಕ್ಕಾಗಿ ಕ್ಷುಲ್ಲಕ ಹೇಳಿಕೆ: ಬೆಲ್ಲದ್: [503, 825, 777, 843]
- article-body-2: ಸಂಘದ ಶಾಖಾ ಶಿಕ್ಷಾ ವರ್ಗ ಮುಕ್ತಾಯ ಸಮಾರಂಭದಲ್ಲಿ ಸ್ವಯಂಸೇವಕರು ಶಾರೀರಿಕ ಪ್ರದರ್ಶನ ನೀಡಿದರು. ಜಿಲ್ಲೆಯ ವಿವಿಧೆಡೆಯಿಂದ ನೂರಾರು ಸ್ವಯಂಸೇವಕರು ಪಾಲ್ಗೊಂಡಿದ್ದರು. ಪ್ರಮುಖರಾದ ಪಟ್ಟಾಭಿರಾಮ್, ಸುಧೀಂದ್ರ ಸೇರಿದಂತೆ ಇತರರು ಇದ್ದರು.: [178, 1310, 374, 1334]
- award-list: ಹವ್ಯಕ ವಿಭೂಷಣ ಪ್ರಶಸ್ತಿ: ಡಾ.ವಿ.ಬಿ. ಭಟ್, ಉದ್ಯಮಿಗಳು ಮತ್ತು ಸಮಾಜ ಸೇವಕ. ಹವ್ಯಕ ಭೂಷಣ ಪ್ರಶಸ್ತಿ: ಕೃಷಿ ಕ್ಷೇತ್ರದ ಸಾಧಕರು. ಹವ್ಯಕ ಶ್ರೀ ಪ್ರಶಸ್ತಿ: ಸಂಗೀತ ಕ್ಷೇತ್ರದ ಸಾಧಕರು. ಹವ್ಯಕ ಸೇವಾಶ್ರೀ ಪ್ರಶಸ್ತಿ: ಸಮಾಜ ಸೇವೆಯಲ್ಲಿ ತೊಡಗಿಸಿಕೊಂಡವರು.: [673, 300, 921, 317]
- lead-body-mid: ಈ ಹಿಂದೆ ಸಮಾಜ ಕಲ್ಯಾಣ ಸಚಿವರು 'ಸರ್ಜಿಕಲ್ ಸ್ಟ್ರೈಕ್'ಗೆ ಸಾಕ್ಷಿ ಕೇಳಿದ್ದರು. ಈಗ ಮತ್ತೆ ಅದೇ ರೀತಿ ಹೇಳಿಕೆಗಳು ಬರುತ್ತಿವೆ. ದೇಶದ ಭದ್ರತೆ ವಿಚಾರದಲ್ಲಿ ರಾಜಕೀಯ ಮಾಡುವುದನ್ನು ಕಾಂಗ್ರೆಸ್ ನಿಲ್ಲಿಸಬೇಕು. ಉಗ್ರರ ದಾಳಿಯನ್ನು ಖಂಡಿಸುವ ಬದಲು ಕೇಂದ್ರ ಸರ್ಕಾರವನ್ನು ಟೀಕಿಸುವುದು ಸರಿಯಲ್ಲ. ಕಾಶ್ಮೀರದಲ್ಲಿ 370ನೇ ವಿಧಿ ರದ್ದತಿ ಬಳಿಕ ಶಾಂತಿ ನೆಲೆಸಿದ್ದು ಭಯೋತ್ಪಾದಕರಿಗೆ ಸಹಿಸಲಾಗುತ್ತಿಲ್ಲ.: [274, 574, 426, 624]
- article-gun-gold-loot: [575, 1158, 923, 1448]
- sub-body: ಪಿರಿಯಾಪಟ್ಟಣ: ಪಂಚ ಗ್ಯಾರಂಟಿ ಯೋಜನೆಗಳ ಜೊತೆಗೆ ರಾಜ್ಯದಲ್ಲಿ ಅಭಿವೃದ್ಧಿ ಕಾರ್ಯಗಳನ್ನು ಮುಂದುವರಿಸಲಾಗಿದೆ. ಗ್ಯಾರಂಟಿ ಯೋಜನೆಗಳಿಂದ ಅಭಿವೃದ್ಧಿ ಕುಂಠಿತವಾಗಿದೆ ಎಂಬ ಆರೋಪ ಸುಳ್ಳು ಎಂದು ಮುಖ್ಯಮಂತ್ರಿ ಹೇಳಿದರು. ಪಿರಿಯಾಪಟ್ಟಣದಲ್ಲಿ ₹439.88 ಕೋಟಿ ವೆಚ್ಚದ ವಿವಿಧ ಅಭಿವೃದ್ಧಿ ಕಾಮಗಾರಿಗಳಿಗೆ ಶಂಕುಸ್ಥಾಪನೆ ನೆರವೇರಿಸಿ ಮಾತನಾಡಿದರು. ಕ್ಷೇತ್ರದ ಶಾಸಕ ಹಾಗೂ ಸಚಿವ ಕೆ.ವೆಂಕಟೇಶ್ ಅವರ ಪ್ರಯತ್ನದಿಂದ ಈ ಯೋಜನೆಗಳು ಮಂಜೂರಾಗಿವೆ. ತಾಲ್ಲೂಕಿನ ಕೆರೆಗಳಿಗೆ ನೀರು ತುಂಬಿಸುವ ಯೋಜನೆ ಸೇರಿದಂತೆ 122 ಕಾಮಗಾರಿಗಳನ್ನು ಕೈಗೊಳ್ಳಲಾಗಿದೆ. ಬಡವರ ಕಲ್ಯಾಣವೇ ಸರ್ಕಾರದ ಗುರಿ ಎಂದರು.: [755, 527, 918, 593]
- robbery-photo: [757, 1192, 923, 1330]
- sub-box: [751, 508, 922, 816]
- row-rule: [208, 820, 922, 821]
- brand-box: [690, 30, 920, 88]
- headline: ಗನ್ ತೋರಿಸಿ ₹50 ಲಕ್ಷ ಚಿನ್ನ ಲೂಟಿ: [575, 1157, 821, 1181]
- mango-fair-photo: [290, 95, 665, 333]
- brief-body-2: ಕಲಬುರಗಿ: ಎಟಿಎಂ ಕಳ್ಳತನ ಮಾಡಲು ಯತ್ನಿಸಿದ ಆರೋಪಿಗಳ ಮೇಲೆ ಪೊಲೀಸರು ಗುಂಡು ಹಾರಿಸಿ ಬಂಧಿಸಿದ ಘಟನೆ ನಗರದ ಹೊರವಲಯದಲ್ಲಿ ನಡೆದಿದೆ. ಹರಿಯಾಣ ಮೂಲದ ಇಬ್ಬರು ಆರೋಪಿಗಳು ಬಂಧನದ ವೇಳೆ ಪೊಲೀಸರ ಮೇಲೆ ಹಲ್ಲೆ ನಡೆಸಲು ಯತ್ನಿಸಿದಾಗ ಆತ್ಮರಕ್ಷಣೆಗಾಗಿ ಗುಂಡು ಹಾರಿಸಲಾಗಿದೆ. ಗಾಯಗೊಂಡ ಆರೋಪಿಗಳನ್ನು ಆಸ್ಪತ್ರೆಗೆ ದಾಖಲಿಸಲಾಗಿದೆ. ಪ್ರಕರಣ ದಾಖಲಿಸಿಕೊಂಡು ತನಿಖೆ ಮುಂದುವರಿದಿದೆ.: [22, 684, 202, 726]
- col-rule: [668, 92, 669, 372]
- sidebar-body: ಬೆಂಗಳೂರು: ರಾಜ್ಯ ಲೋಕಸೇವಾ ಆಯೋಗ ನಡೆಸಿದ ಪರೀಕ್ಷೆಯಲ್ಲಿ ಅಭ್ಯರ್ಥಿಗಳಿಗೆ ಅನ್ಯಾಯವಾಗಿದ್ದು ಸರ್ಕಾರ ಮಾತನಾಡುವ ಬದಲು ಮರು ಪರೀಕ್ಷೆ ನಡೆಸಬೇಕು ಎಂದು ಬಿ.ವೈ.ವಿಜಯೇಂದ್ರ ಒತ್ತಾಯಿಸಿದರು. ಕನ್ನಡ ಮಾಧ್ಯಮದ ಅಭ್ಯರ್ಥಿಗಳಿಗೆ ಭಾಷಾಂತರ ದೋಷದಿಂದ ತೊಂದರೆಯಾಗಿದೆ. ಸರ್ಕಾರ ಕೂಡಲೇ ಮರುಪರೀಕ್ಷೆಗೆ ಆದೇಶಿಸಿ ಅಭ್ಯರ್ಥಿಗಳಿಗೆ ನ್ಯಾಯ ಒದಗಿಸಬೇಕು. ಇಲ್ಲದಿದ್ದಲ್ಲಿ ಬಿಜೆಪಿ ರಾಜ್ಯಾದ್ಯಂತ ಹೋರಾಟ ನಡೆಸಲಿದೆ ಎಂದು ಎಚ್ಚರಿಸಿದರು.: [437, 479, 635, 520]
- issue-city: ಮಂಗಳೂರು: [102, 68, 130, 76]
- photo-box: [757, 1334, 923, 1444]
- print-registration-marks: [858, 1448, 891, 1454]
- article-havyaka-awards: [673, 94, 921, 372]
- dateline: ಬೀದರ್:: [575, 1192, 593, 1199]
- mango-fair-label: [478, 88, 524, 114]
